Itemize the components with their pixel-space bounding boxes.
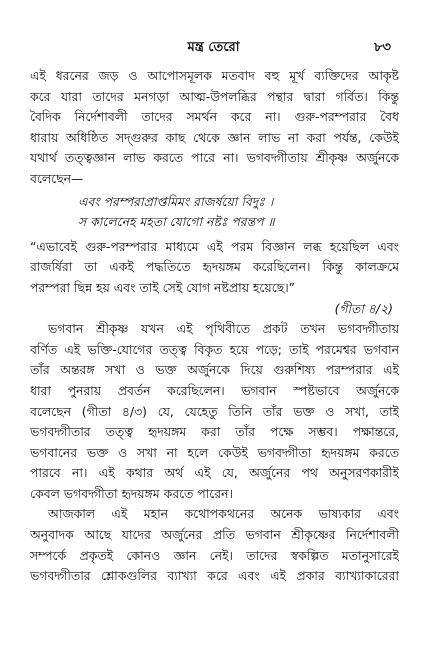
page-header <box>0 36 427 60</box>
text-line: করে যারা তাদের মনগড়া আত্ম-উপলব্ধির পন্থার দ্বারা গর্বিত। কিন্তু <box>30 88 399 104</box>
text-line: ভগবদ্গীতার তত্ত্ব হৃদয়ঙ্গম করা তাঁর পক্ষে সম্ভব। পক্ষান্তরে, <box>30 424 399 440</box>
text-line: সম্পর্কে প্রকৃতই কোনও জ্ঞান নেই। তাদের স্বকল্পিত মতানুসারেই <box>30 547 399 563</box>
text-line: বর্ণিত এই ভক্তি-যোগের তত্ত্ব বিকৃত হয়ে পড়ে; তাই পরমেশ্বর ভগবান <box>30 341 399 357</box>
text-line: বলেছেন (গীতা ৪/৩) যে, যেহেতু তিনি তাঁর ভক্ত ও সখা, তাই <box>30 403 399 419</box>
text-line: অনুবাদক আছে যাদের অর্জুনের প্রতি ভগবান শ্রীকৃষ্ণের নির্দেশাবলী <box>30 527 399 543</box>
text-line: এই ধরনের জড় ও আপোসমূলক মতবাদ বহু মূর্খ ব্যক্তিদের আকৃষ্ট <box>30 68 399 83</box>
verse-line: স কালেনেহ মহতা যোগো নষ্টঃ পরন্তপ ॥ <box>78 214 275 230</box>
text-line: ধারা পুনরায় প্রবর্তন করেছিলেন। ভগবান স্পষ্টভাবে অর্জুনকে <box>30 382 399 398</box>
quote-line: “এভাবেই গুরু-পরম্পরার মাধ্যমে এই পরম বিজ্ঞান লব্ধ হয়েছিল এবং <box>30 238 399 254</box>
text-line: ভগবান শ্রীকৃষ্ণ যখন এই পৃথিবীতে প্রকট তখন ভগবদ্গীতায় <box>48 321 399 337</box>
text-line: কেবল ভগবদ্গীতা হৃদয়ঙ্গম করতে পারেন। <box>30 485 233 501</box>
text-line: বৈদিক নির্দেশাবলী তাদের সমর্থন করে না। গুরু-পরম্পরার বৈধ <box>30 109 399 125</box>
text-line: ধারায় অধিষ্ঠিত সদ্গুরুর কাছ থেকে জ্ঞান লাভ না করা পর্যন্ত, কেউই <box>30 129 399 145</box>
text-line: বলেছেন— <box>30 170 84 186</box>
sanskrit-verse <box>30 192 399 233</box>
text-line: আজকাল এই মহান কথোপকথনের অনেক ভাষ্যকার এবং <box>48 506 399 522</box>
paragraph-1 <box>30 66 399 190</box>
paragraph-3 <box>30 504 399 586</box>
text-line: পারবে না। এই কথার অর্থ এই যে, অর্জুনের পথ অনুসরণকারীই <box>30 465 399 481</box>
citation: (গীতা ৪/২) <box>334 300 393 316</box>
quote-line: পরম্পরা ছিন্ন হয় এবং তাই সেই যোগ নষ্টপ্রায় হয়েছে।” <box>30 279 296 295</box>
page-number: ৮৩ <box>374 40 391 55</box>
verse-line: এবং পরম্পরাপ্রাপ্তমিমং রাজর্ষয়ো বিদুঃ । <box>78 193 274 209</box>
text-line: যথার্থ তত্ত্বজ্ঞান লাভ করতে পারে না। ভগবদ্গীতায় শ্রীকৃষ্ণ অর্জুনকে <box>30 150 399 166</box>
text-line: ভগবানের ভক্ত ও সখা না হলে কেউই ভগবদ্গীতা হৃদয়ঙ্গম করতে <box>30 444 399 460</box>
page-body <box>30 66 399 587</box>
running-title: মন্ত্র তেরো <box>187 40 240 55</box>
translation-quote <box>30 237 399 319</box>
paragraph-2 <box>30 319 399 504</box>
text-line: ভগবদ্গীতার শ্লোকগুলির ব্যাখ্যা করে এবং এই প্রকার ব্যাখ্যাকারেরা <box>30 568 399 584</box>
text-line: তাঁর অন্তরঙ্গ সখা ও ভক্ত অর্জুনকে দিয়ে গুরুশিষ্য পরম্পরার এই <box>30 362 399 378</box>
quote-line: রাজর্ষিরা তা একই পদ্ধতিতে হৃদয়ঙ্গম করেছিলেন। কিন্তু কালক্রমে <box>30 259 399 275</box>
